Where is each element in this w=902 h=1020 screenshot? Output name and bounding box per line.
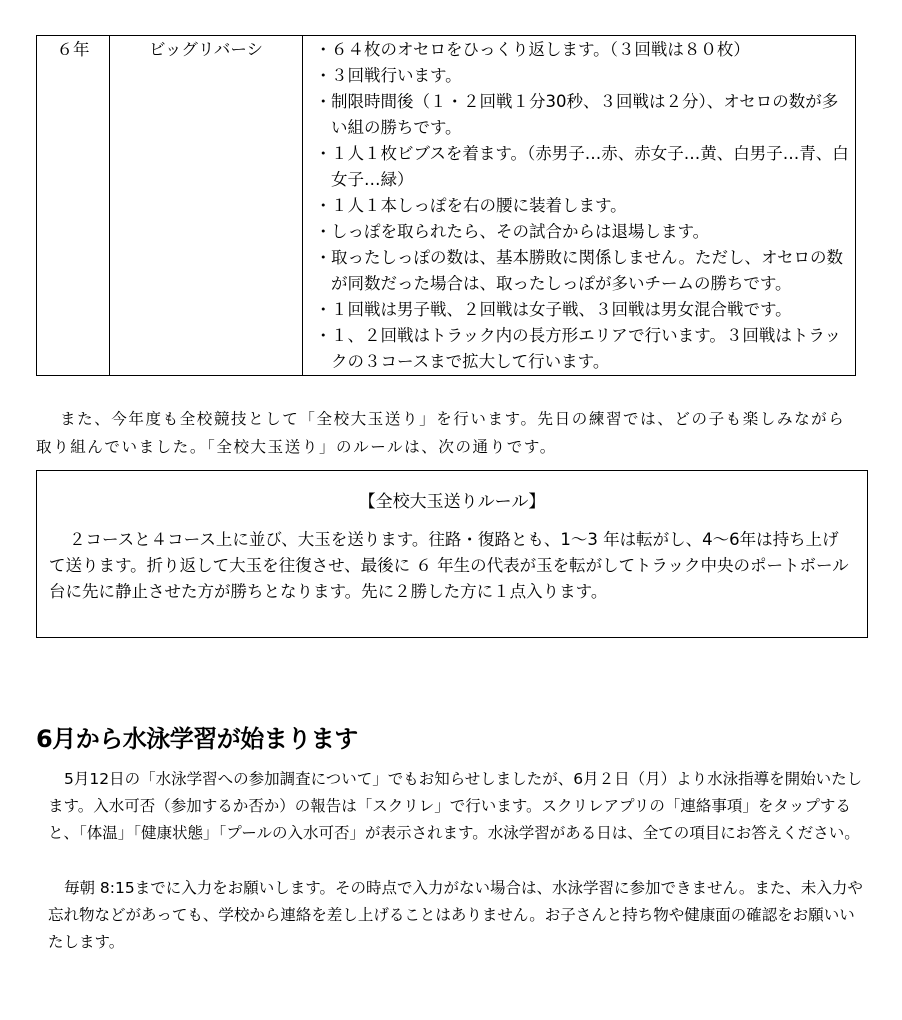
- bullet-icon: ・: [315, 248, 332, 267]
- bullet-icon: ・: [315, 144, 332, 163]
- rule-text: １回戦は男子戦、２回戦は女子戦、３回戦は男女混合戦です。: [331, 300, 792, 319]
- rule-text: ６４枚のオセロをひっくり返します。（３回戦は８０枚）: [331, 40, 750, 59]
- rule-item: [315, 219, 849, 245]
- rule-text: １人１本しっぽを右の腰に装着します。: [331, 196, 627, 215]
- rules-cell: [303, 36, 856, 376]
- rule-item: [315, 89, 849, 141]
- rule-text: 取ったしっぽの数は、基本勝敗に関係しません。ただし、オセロの数が同数だった場合は、取ったしっぽが多いチームの勝ちです。: [331, 248, 843, 293]
- rule-text: １人１枚ビブスを着ます。（赤男子…赤、赤女子…黄、白男子…青、白女子…緑）: [331, 144, 849, 189]
- bullet-icon: ・: [315, 300, 332, 319]
- rule-item: [315, 63, 849, 89]
- rule-text: ３回戦行います。: [331, 66, 462, 85]
- bullet-icon: ・: [315, 196, 332, 215]
- rule-box-title: 【全校大玉送りルール】: [358, 492, 546, 512]
- bullet-icon: ・: [315, 92, 332, 111]
- table-row: [37, 36, 856, 376]
- section-heading: 6月から水泳学習が始まります: [36, 725, 358, 753]
- rule-text: １、２回戦はトラック内の長方形エリアで行います。３回戦はトラックの３コースまで拡大して行います。: [331, 326, 842, 371]
- rule-item: [315, 193, 849, 219]
- bullet-icon: ・: [315, 66, 332, 85]
- rule-item: [315, 37, 849, 63]
- bullet-icon: ・: [315, 40, 332, 59]
- rule-item: [315, 141, 849, 193]
- bullet-icon: ・: [315, 222, 332, 241]
- rule-item: [315, 297, 849, 323]
- event-name-cell: ビッグリバーシ: [110, 36, 303, 376]
- rule-text: しっぽを取られたら、その試合からは退場します。: [331, 222, 710, 241]
- event-rules-table: [36, 35, 856, 376]
- intro-paragraph: また、今年度も全校競技として「全校大玉送り」を行います。先日の練習では、どの子も楽しみながら取り組んでいました。「全校大玉送り」のルールは、次の通りです。: [36, 410, 846, 456]
- swimming-paragraph-2: 毎朝 8:15までに入力をお願いします。その時点で入力がない場合は、水泳学習に参加できません。また、未入力や忘れ物などがあっても、学校から連絡を差し上げることはありません。お子さんと持ち物や健康面の確認をお願いいたします。: [48, 879, 863, 951]
- grade-cell: ６年: [37, 36, 110, 376]
- relay-rules-box: [36, 470, 868, 638]
- rule-box-body: ２コースと４コース上に並び、大玉を送ります。往路・復路とも、1～3 年は転がし、4～6年は持ち上げて送ります。折り返して大玉を往復させ、最後に ６ 年生の代表が玉を転がしてトラック中央のポートボール台に先に静止させた方が勝ちとなります。先に２勝した方に１点入ります。: [49, 530, 849, 601]
- rule-text: 制限時間後（１・２回戦１分30秒、３回戦は２分）、オセロの数が多い組の勝ちです。: [331, 92, 839, 137]
- rule-item: [315, 245, 849, 297]
- bullet-icon: ・: [315, 326, 332, 345]
- swimming-paragraph-1: 5月12日の「水泳学習への参加調査について」でもお知らせしましたが、6月２日（月）より水泳指導を開始いたします。入水可否（参加するか否か）の報告は「スクリレ」で行います。スクリレアプリの「連絡事項」をタップすると、「体温」「健康状態」「プールの入水可否」が表示されます。水泳学習がある日は、全ての項目にお答えください。: [48, 770, 863, 842]
- rule-item: [315, 323, 849, 375]
